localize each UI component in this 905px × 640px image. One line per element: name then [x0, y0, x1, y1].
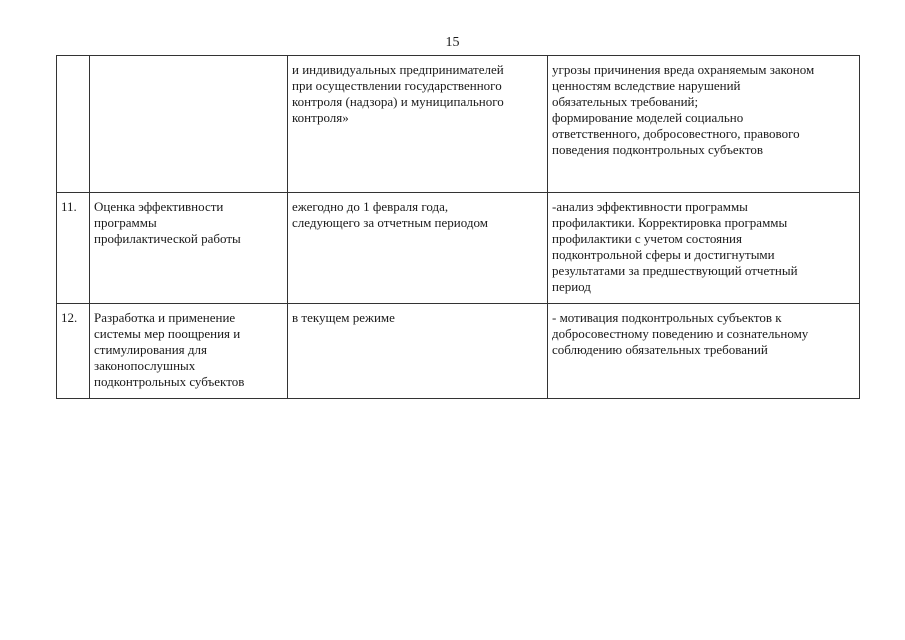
result-cell: [548, 193, 860, 304]
text-line: подконтрольной сферы и достигнутыми: [552, 247, 775, 262]
row-number-cell: [57, 56, 90, 193]
text-line: подконтрольных субъектов: [94, 374, 245, 389]
text-line: угрозы причинения вреда охраняемым законом: [552, 62, 815, 77]
text-line: при осуществлении государственного: [292, 78, 502, 93]
text-line: и индивидуальных предпринимателей: [292, 62, 504, 77]
text-line: ценностям вследствие нарушений: [552, 78, 741, 93]
text-line: обязательных требований;: [552, 94, 699, 109]
text-line: системы мер поощрения и: [94, 326, 241, 341]
table-row: [57, 304, 860, 399]
text-line: соблюдению обязательных требований: [552, 342, 768, 357]
text-line: профилактики с учетом состояния: [552, 231, 742, 246]
text-line: период: [552, 279, 591, 294]
text-line: законопослушных: [94, 358, 196, 373]
text-line: контроля»: [292, 110, 349, 125]
measure-title-cell: [90, 56, 288, 193]
text-line: результатами за предшествующий отчетный: [552, 263, 798, 278]
row-number-cell: 12.: [57, 304, 90, 399]
text-line: добросовестному поведению и сознательному: [552, 326, 809, 341]
table-row: [57, 193, 860, 304]
text-line: формирование моделей социально: [552, 110, 744, 125]
text-line: - мотивация подконтрольных субъектов к: [552, 310, 782, 325]
text-line: профилактической работы: [94, 231, 241, 246]
measure-title-cell: [90, 304, 288, 399]
text-line: поведения подконтрольных субъектов: [552, 142, 763, 157]
text-line: профилактики. Корректировка программы: [552, 215, 788, 230]
table-row: [57, 56, 860, 193]
deadline-cell: [288, 193, 548, 304]
text-line: Разработка и применение: [94, 310, 236, 325]
text-line: Оценка эффективности: [94, 199, 224, 214]
text-line: ежегодно до 1 февраля года,: [292, 199, 449, 214]
text-line: программы: [94, 215, 157, 230]
result-cell: [548, 304, 860, 399]
row-number-cell: 11.: [57, 193, 90, 304]
text-line: контроля (надзора) и муниципального: [292, 94, 504, 109]
deadline-cell: [288, 56, 548, 193]
measures-table: [56, 55, 860, 399]
text-line: стимулирования для: [94, 342, 207, 357]
text-line: ответственного, добросовестного, правового: [552, 126, 800, 141]
page-number: 15: [445, 35, 460, 50]
deadline-cell: [288, 304, 548, 399]
result-cell: [548, 56, 860, 193]
text-line: -анализ эффективности программы: [552, 199, 748, 214]
text-line: следующего за отчетным периодом: [292, 215, 488, 230]
measure-title-cell: [90, 193, 288, 304]
text-line: в текущем режиме: [292, 310, 395, 325]
